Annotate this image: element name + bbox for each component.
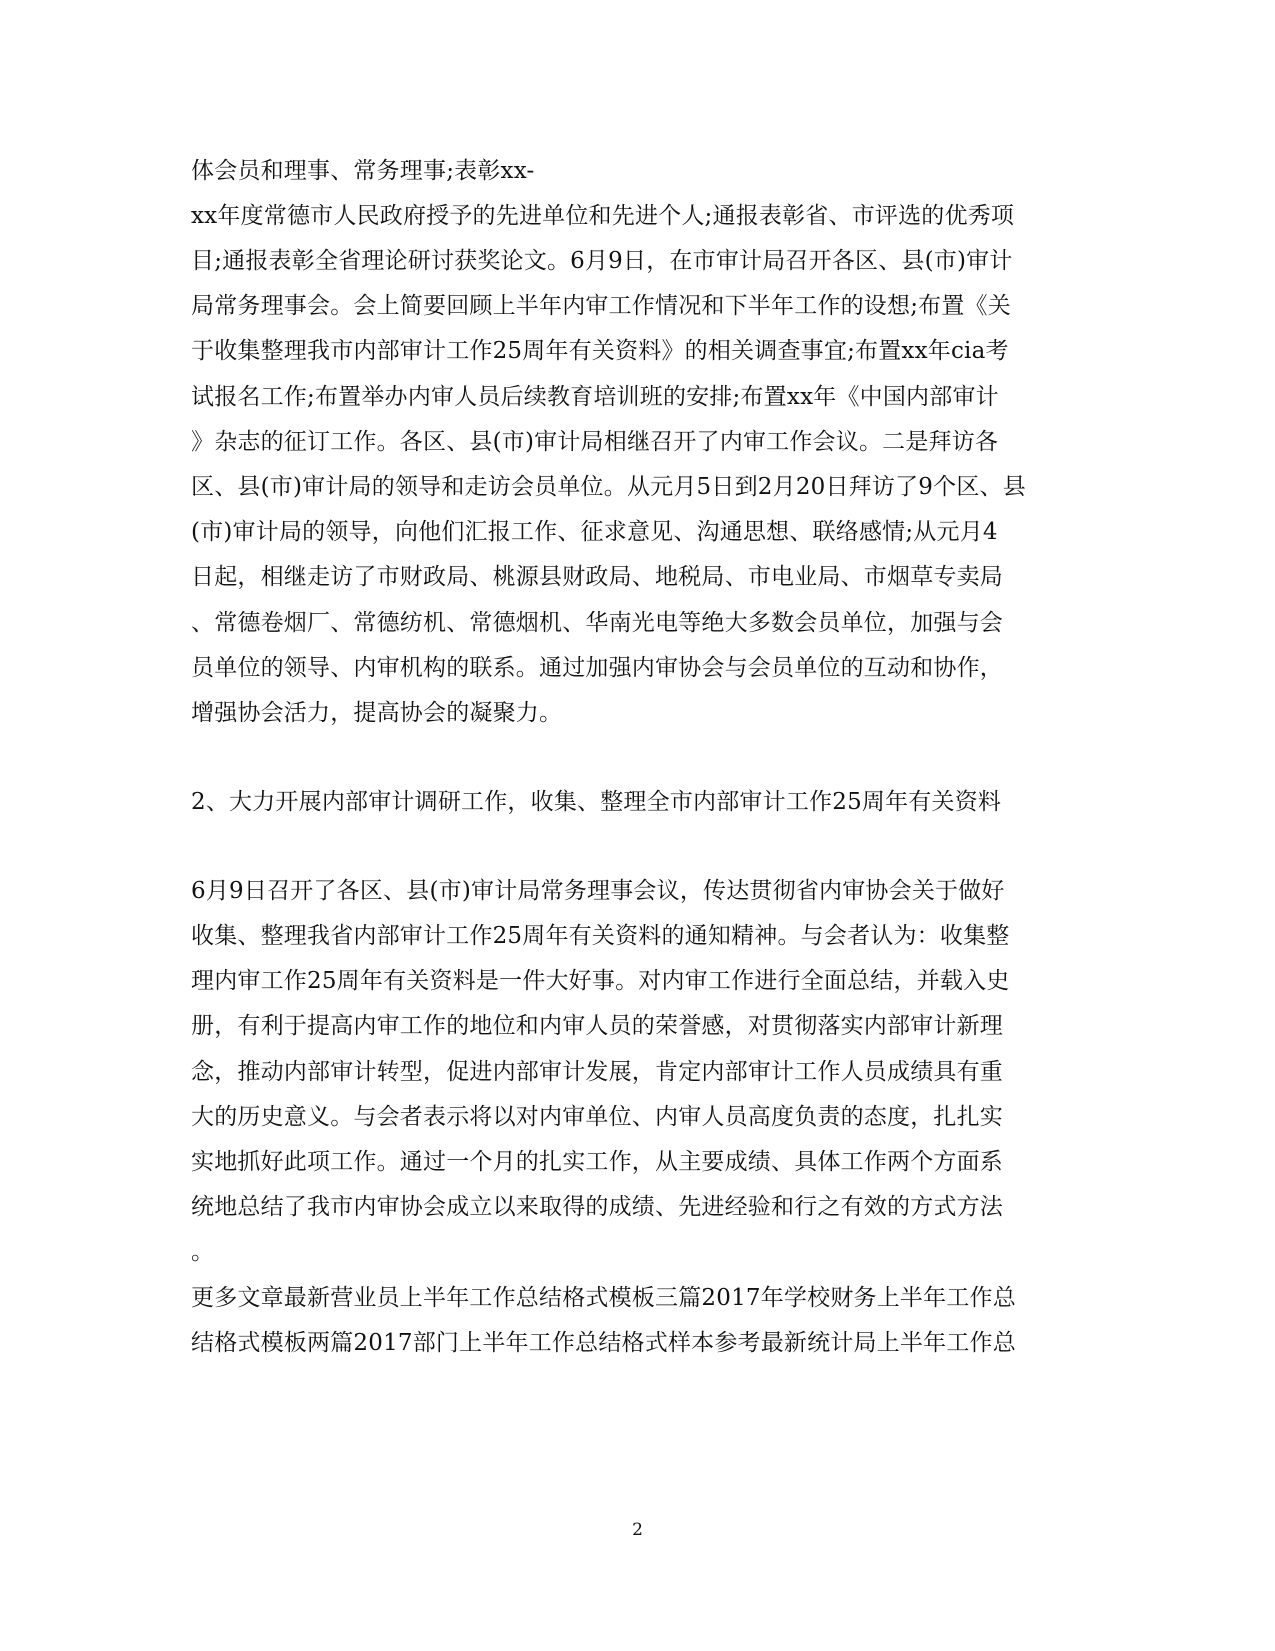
paragraph-line: 日起，相继走访了市财政局、桃源县财政局、地税局、市电业局、市烟草专卖局 <box>191 564 1003 590</box>
paragraph-line: 》杂志的征订工作。各区、县(市)审计局相继召开了内审工作会议。二是拜访各 <box>191 429 999 455</box>
paragraph-line: xx年度常德市人民政府授予的先进单位和先进个人;通报表彰省、市评选的优秀项 <box>191 203 1015 229</box>
paragraph-line: 体会员和理事、常务理事;表彰xx- <box>191 158 535 184</box>
paragraph-line: 实地抓好此项工作。通过一个月的扎实工作，从主要成绩、具体工作两个方面系 <box>191 1149 1003 1175</box>
paragraph-line: 试报名工作;布置举办内审人员后续教育培训班的安排;布置xx年《中国内部审计 <box>191 384 999 410</box>
paragraph-line: 、常德卷烟厂、常德纺机、常德烟机、华南光电等绝大多数会员单位，加强与会 <box>191 610 1003 636</box>
paragraph-line: 理内审工作25周年有关资料是一件大好事。对内审工作进行全面总结，并载入史 <box>191 968 1010 994</box>
section-heading: 2、大力开展内部审计调研工作，收集、整理全市内部审计工作25周年有关资料 <box>191 789 1002 815</box>
paragraph-line: 统地总结了我市内审协会成立以来取得的成绩、先进经验和行之有效的方式方法 <box>191 1194 1003 1220</box>
paragraph-line: 于收集整理我市内部审计工作25周年有关资料》的相关调查事宜;布置xx年cia考 <box>191 338 1009 364</box>
page-number: 2 <box>632 1520 643 1540</box>
paragraph-line: 6月9日召开了各区、县(市)审计局常务理事会议，传达贯彻省内审协会关于做好 <box>191 878 1005 904</box>
paragraph-line: 区、县(市)审计局的领导和走访会员单位。从元月5日到2月20日拜访了9个区、县 <box>191 474 1026 500</box>
paragraph-line: 员单位的领导、内审机构的联系。通过加强内审协会与会员单位的互动和协作， <box>191 655 1003 681</box>
paragraph-line: 念，推动内部审计转型，促进内部审计发展，肯定内部审计工作人员成绩具有重 <box>191 1059 1003 1085</box>
more-articles-line: 更多文章最新营业员上半年工作总结格式模板三篇2017年学校财务上半年工作总 <box>191 1285 1016 1311</box>
paragraph-line: 大的历史意义。与会者表示将以对内审单位、内审人员高度负责的态度，扎扎实 <box>191 1104 1003 1130</box>
paragraph-line: 局常务理事会。会上简要回顾上半年内审工作情况和下半年工作的设想;布置《关 <box>191 293 1011 319</box>
paragraph-line: 册，有利于提高内审工作的地位和内审人员的荣誉感，对贯彻落实内部审计新理 <box>191 1013 1003 1039</box>
paragraph-line: 增强协会活力，提高协会的凝聚力。 <box>191 700 563 726</box>
more-articles-line: 结格式模板两篇2017部门上半年工作总结格式样本参考最新统计局上半年工作总 <box>191 1330 1016 1356</box>
paragraph-line: 目;通报表彰全省理论研讨获奖论文。6月9日，在市审计局召开各区、县(市)审计 <box>191 248 1013 274</box>
paragraph-line: 。 <box>191 1239 215 1265</box>
paragraph-line: 收集、整理我省内部审计工作25周年有关资料的通知精神。与会者认为：收集整 <box>191 923 1010 949</box>
paragraph-line: (市)审计局的领导，向他们汇报工作、征求意见、沟通思想、联络感情;从元月4 <box>191 519 998 545</box>
